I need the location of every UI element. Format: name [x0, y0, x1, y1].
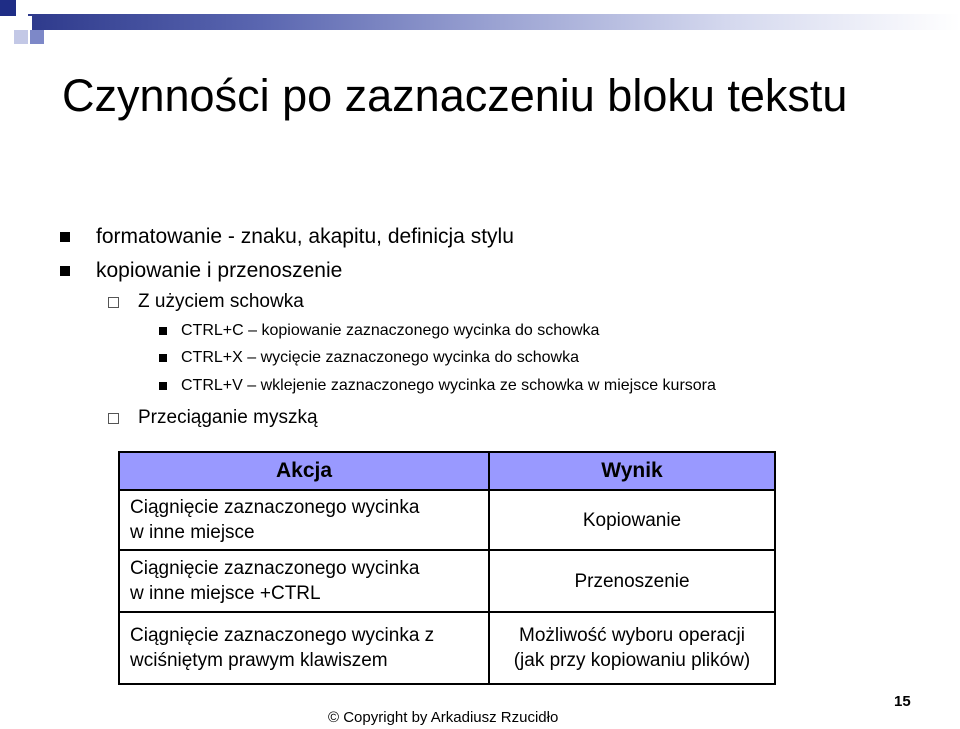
table-cell-wynik [489, 490, 775, 550]
cell-line: Przenoszenie [574, 570, 690, 592]
table-cell-akcja [119, 612, 489, 684]
table-cell-akcja [119, 490, 489, 550]
shortcut-item [159, 375, 716, 397]
cell-line: Możliwość wyboru operacji [519, 625, 745, 646]
decoration-square [0, 0, 16, 16]
sub-list-item-text: Z użyciem schowka [138, 291, 304, 312]
sub-list-item-text: Przeciąganie myszką [138, 407, 318, 428]
table-header-wynik: Wynik [489, 452, 775, 490]
top-decoration-bar [28, 14, 960, 30]
cell-line: wciśniętym prawym klawiszem [130, 650, 388, 671]
list-item-text: kopiowanie i przenoszenie [96, 259, 343, 282]
square-bullet-icon [60, 232, 70, 242]
table-header-row [119, 452, 775, 490]
copyright-footer: © Copyright by Arkadiusz Rzucidło [328, 709, 559, 726]
cell-line: w inne miejsce +CTRL [130, 583, 321, 604]
table-cell-wynik [489, 612, 775, 684]
decoration-square [14, 30, 28, 44]
table-cell-akcja [119, 550, 489, 612]
cell-line: Ciągnięcie zaznaczonego wycinka [130, 497, 420, 518]
table-row [119, 612, 775, 684]
square-bullet-icon [159, 382, 167, 390]
sub-list-item [108, 290, 304, 314]
list-item-text: formatowanie - znaku, akapitu, definicja stylu [96, 225, 514, 248]
slide-title: Czynności po zaznaczeniu bloku tekstu [62, 70, 848, 121]
cell-line: w inne miejsce [130, 522, 255, 543]
actions-table [118, 451, 776, 685]
table-row [119, 490, 775, 550]
square-bullet-icon [159, 327, 167, 335]
shortcut-text: CTRL+V – wklejenie zaznaczonego wycinka ze schowka w miejsce kursora [181, 377, 716, 394]
decoration-square [30, 30, 44, 44]
square-bullet-icon [159, 354, 167, 362]
table-cell-wynik [489, 550, 775, 612]
cell-line: Ciągnięcie zaznaczonego wycinka z [130, 625, 435, 646]
hollow-square-bullet-icon [108, 297, 119, 308]
shortcut-item [159, 347, 579, 369]
shortcut-item [159, 320, 599, 342]
shortcut-text: CTRL+X – wycięcie zaznaczonego wycinka do schowka [181, 349, 579, 366]
hollow-square-bullet-icon [108, 413, 119, 424]
square-bullet-icon [60, 266, 70, 276]
shortcut-text: CTRL+C – kopiowanie zaznaczonego wycinka do schowka [181, 322, 600, 339]
list-item [60, 224, 514, 250]
cell-line: Kopiowanie [582, 509, 682, 531]
table-row [119, 550, 775, 612]
sub-list-item [108, 406, 318, 430]
list-item [60, 258, 342, 284]
page-number: 15 [894, 693, 911, 710]
cell-line: (jak przy kopiowaniu plików) [513, 650, 751, 671]
cell-line: Ciągnięcie zaznaczonego wycinka [130, 558, 420, 579]
table-header-akcja: Akcja [119, 452, 489, 490]
